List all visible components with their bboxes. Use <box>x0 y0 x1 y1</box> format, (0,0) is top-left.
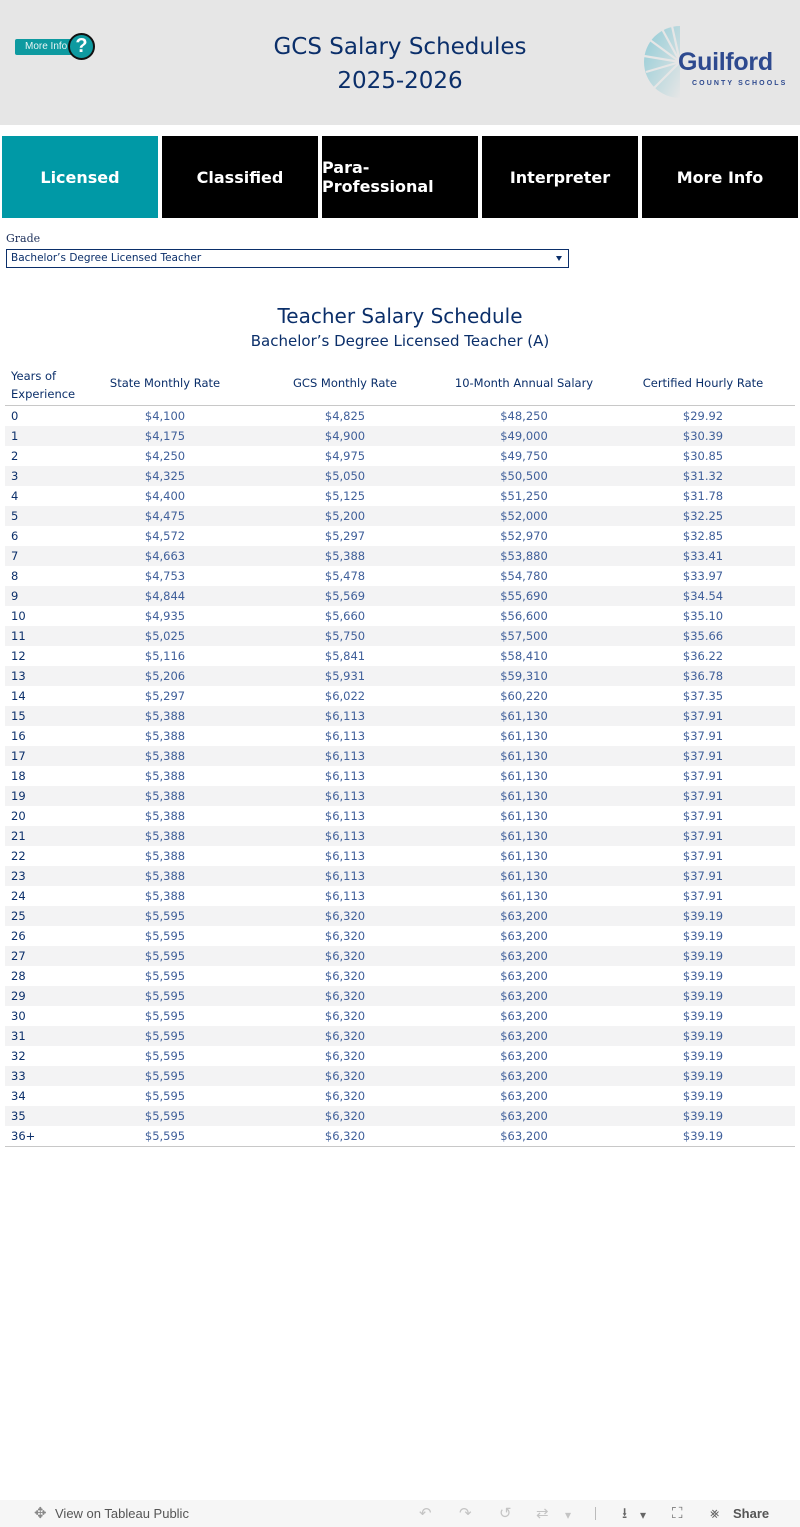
hourly-rate-cell: $31.32 <box>682 469 724 483</box>
hourly-rate-cell: $39.19 <box>682 1069 724 1083</box>
years-cell: 30 <box>11 1009 26 1023</box>
years-cell: 0 <box>11 409 19 423</box>
years-cell: 13 <box>11 669 26 683</box>
table-row <box>5 946 795 966</box>
hourly-rate-cell: $39.19 <box>682 909 724 923</box>
years-cell: 22 <box>11 849 26 863</box>
annual-salary-cell: $59,310 <box>500 669 548 683</box>
annual-salary-cell: $49,750 <box>500 449 548 463</box>
annual-salary-cell: $63,200 <box>500 949 548 963</box>
gcs-monthly-cell: $4,975 <box>324 449 366 463</box>
years-cell: 6 <box>11 529 19 543</box>
table-title: Teacher Salary Schedule <box>277 304 523 328</box>
gcs-monthly-cell: $6,320 <box>324 909 366 923</box>
annual-salary-cell: $58,410 <box>500 649 548 663</box>
table-row <box>5 546 795 566</box>
gcs-monthly-cell: $6,320 <box>324 1029 366 1043</box>
table-row <box>5 466 795 486</box>
redo-icon[interactable]: ↷ <box>459 1505 472 1522</box>
years-cell: 9 <box>11 589 19 603</box>
table-row <box>5 666 795 686</box>
hourly-rate-cell: $37.91 <box>682 849 724 863</box>
annual-salary-cell: $57,500 <box>500 629 548 643</box>
years-cell: 20 <box>11 809 26 823</box>
dashboard-header <box>0 0 800 125</box>
gcs-monthly-cell: $5,297 <box>324 529 366 543</box>
table-row <box>5 606 795 626</box>
gcs-monthly-cell: $5,388 <box>324 549 366 563</box>
gcs-monthly-cell: $5,050 <box>324 469 366 483</box>
download-icon[interactable]: ⭳ <box>622 1505 628 1522</box>
state-monthly-cell: $4,844 <box>144 589 186 603</box>
gcs-monthly-cell: $5,841 <box>324 649 366 663</box>
tableau-toolbar <box>0 1500 800 1527</box>
table-row <box>5 566 795 586</box>
hourly-rate-cell: $39.19 <box>682 1009 724 1023</box>
undo-icon[interactable]: ↶ <box>419 1505 432 1522</box>
annual-salary-cell: $61,130 <box>500 849 548 863</box>
hourly-rate-cell: $37.91 <box>682 749 724 763</box>
gcs-monthly-cell: $6,320 <box>324 989 366 1003</box>
table-row <box>5 926 795 946</box>
grade-selected-value: Bachelor’s Degree Licensed Teacher <box>11 252 202 264</box>
table-row <box>5 1046 795 1066</box>
annual-salary-cell: $63,200 <box>500 1109 548 1123</box>
annual-salary-cell: $51,250 <box>500 489 548 503</box>
annual-salary-cell: $63,200 <box>500 969 548 983</box>
annual-salary-cell: $61,130 <box>500 749 548 763</box>
annual-salary-cell: $55,690 <box>500 589 548 603</box>
state-monthly-cell: $5,388 <box>144 889 186 903</box>
years-cell: 5 <box>11 509 19 523</box>
grade-dropdown[interactable] <box>6 249 569 268</box>
table-row <box>5 1066 795 1086</box>
more-info-button[interactable]: More Info <box>15 39 75 55</box>
gcs-monthly-cell: $5,478 <box>324 569 366 583</box>
state-monthly-cell: $4,572 <box>144 529 186 543</box>
gcs-monthly-cell: $6,320 <box>324 1049 366 1063</box>
annual-salary-cell: $63,200 <box>500 989 548 1003</box>
hourly-rate-cell: $32.25 <box>682 509 724 523</box>
hourly-rate-cell: $29.92 <box>682 409 724 423</box>
table-row <box>5 446 795 466</box>
years-cell: 16 <box>11 729 26 743</box>
hourly-rate-cell: $39.19 <box>682 929 724 943</box>
table-row <box>5 966 795 986</box>
revert-icon[interactable]: ↺ <box>499 1505 512 1522</box>
annual-salary-cell: $54,780 <box>500 569 548 583</box>
tab-classified[interactable]: Classified <box>162 136 318 218</box>
annual-salary-cell: $53,880 <box>500 549 548 563</box>
gcs-monthly-cell: $5,750 <box>324 629 366 643</box>
table-row <box>5 586 795 606</box>
hourly-rate-cell: $37.91 <box>682 729 724 743</box>
state-monthly-cell: $5,388 <box>144 769 186 783</box>
hourly-rate-cell: $37.91 <box>682 809 724 823</box>
hourly-rate-cell: $39.19 <box>682 989 724 1003</box>
years-cell: 7 <box>11 549 19 563</box>
annual-salary-cell: $61,130 <box>500 809 548 823</box>
table-body <box>5 406 795 1147</box>
years-cell: 18 <box>11 769 26 783</box>
state-monthly-cell: $5,595 <box>144 929 186 943</box>
table-subtitle: Bachelor’s Degree Licensed Teacher (A) <box>250 332 550 350</box>
state-monthly-cell: $5,116 <box>144 649 186 663</box>
years-cell: 33 <box>11 1069 26 1083</box>
years-cell: 35 <box>11 1109 26 1123</box>
share-icon[interactable]: ⨳ <box>710 1505 720 1522</box>
hourly-rate-cell: $37.91 <box>682 889 724 903</box>
share-button[interactable]: Share <box>733 1506 770 1521</box>
years-cell: 10 <box>11 609 26 623</box>
tab-interpreter[interactable]: Interpreter <box>482 136 638 218</box>
state-monthly-cell: $4,175 <box>144 429 186 443</box>
hourly-rate-cell: $30.85 <box>682 449 724 463</box>
state-monthly-cell: $5,595 <box>144 1009 186 1023</box>
table-header <box>5 366 795 406</box>
state-monthly-cell: $4,100 <box>144 409 186 423</box>
years-cell: 2 <box>11 449 19 463</box>
hourly-rate-cell: $39.19 <box>682 1129 724 1143</box>
annual-salary-cell: $61,130 <box>500 869 548 883</box>
gcs-monthly-cell: $6,113 <box>324 889 366 903</box>
state-monthly-cell: $4,753 <box>144 569 186 583</box>
page-title <box>200 30 600 98</box>
gcs-monthly-cell: $5,931 <box>324 669 366 683</box>
table-row <box>5 486 795 506</box>
annual-salary-cell: $61,130 <box>500 769 548 783</box>
table-row <box>5 1086 795 1106</box>
state-monthly-cell: $5,388 <box>144 729 186 743</box>
gcs-monthly-cell: $6,022 <box>324 689 366 703</box>
years-cell: 28 <box>11 969 26 983</box>
chevron-down-icon[interactable] <box>556 256 562 261</box>
toolbar-divider <box>595 1507 596 1520</box>
annual-salary-cell: $52,000 <box>500 509 548 523</box>
hourly-rate-cell: $31.78 <box>682 489 724 503</box>
title-line-2: 2025-2026 <box>337 68 463 94</box>
years-cell: 14 <box>11 689 26 703</box>
fullscreen-icon[interactable]: ⛶ <box>672 1505 683 1522</box>
table-row <box>5 986 795 1006</box>
category-tabs <box>0 136 800 218</box>
view-on-tableau-link[interactable]: View on Tableau Public <box>55 1506 189 1521</box>
table-row <box>5 1126 795 1146</box>
years-cell: 21 <box>11 829 26 843</box>
years-cell: 31 <box>11 1029 26 1043</box>
state-monthly-cell: $5,388 <box>144 869 186 883</box>
annual-salary-cell: $48,250 <box>500 409 548 423</box>
annual-salary-cell: $63,200 <box>500 1089 548 1103</box>
table-row <box>5 726 795 746</box>
state-monthly-cell: $5,595 <box>144 909 186 923</box>
gcs-monthly-cell: $6,320 <box>324 1009 366 1023</box>
col-header-years: Years of Experience <box>11 369 76 401</box>
state-monthly-cell: $5,595 <box>144 949 186 963</box>
annual-salary-cell: $63,200 <box>500 1029 548 1043</box>
gcs-monthly-cell: $6,113 <box>324 709 366 723</box>
gcs-monthly-cell: $6,113 <box>324 749 366 763</box>
tableau-logo-icon: ✥ <box>34 1505 47 1522</box>
table-row <box>5 426 795 446</box>
state-monthly-cell: $5,388 <box>144 829 186 843</box>
years-cell: 29 <box>11 989 26 1003</box>
refresh-icon[interactable]: ⇄ <box>536 1505 549 1522</box>
state-monthly-cell: $4,935 <box>144 609 186 623</box>
logo-subtitle: COUNTY SCHOOLS <box>692 80 788 87</box>
state-monthly-cell: $5,297 <box>144 689 186 703</box>
annual-salary-cell: $63,200 <box>500 1049 548 1063</box>
annual-salary-cell: $61,130 <box>500 709 548 723</box>
years-cell: 34 <box>11 1089 26 1103</box>
annual-salary-cell: $61,130 <box>500 729 548 743</box>
annual-salary-cell: $60,220 <box>500 689 548 703</box>
col-header-hourly-rate: Certified Hourly Rate <box>642 376 764 390</box>
state-monthly-cell: $5,025 <box>144 629 186 643</box>
gcs-monthly-cell: $6,320 <box>324 1069 366 1083</box>
table-row <box>5 826 795 846</box>
table-row <box>5 786 795 806</box>
hourly-rate-cell: $36.22 <box>682 649 724 663</box>
years-cell: 1 <box>11 429 19 443</box>
years-cell: 27 <box>11 949 26 963</box>
state-monthly-cell: $5,595 <box>144 1049 186 1063</box>
state-monthly-cell: $5,388 <box>144 849 186 863</box>
guilford-logo <box>640 22 800 102</box>
years-cell: 32 <box>11 1049 26 1063</box>
table-row <box>5 686 795 706</box>
hourly-rate-cell: $39.19 <box>682 1109 724 1123</box>
years-cell: 17 <box>11 749 26 763</box>
annual-salary-cell: $61,130 <box>500 889 548 903</box>
years-cell: 12 <box>11 649 26 663</box>
hourly-rate-cell: $35.10 <box>682 609 724 623</box>
years-cell: 8 <box>11 569 19 583</box>
col-header-annual-salary: 10-Month Annual Salary <box>454 376 594 390</box>
table-row <box>5 506 795 526</box>
hourly-rate-cell: $37.91 <box>682 869 724 883</box>
state-monthly-cell: $4,400 <box>144 489 186 503</box>
table-row <box>5 1106 795 1126</box>
hourly-rate-cell: $32.85 <box>682 529 724 543</box>
annual-salary-cell: $63,200 <box>500 1009 548 1023</box>
table-row <box>5 1026 795 1046</box>
state-monthly-cell: $5,388 <box>144 809 186 823</box>
gcs-monthly-cell: $6,320 <box>324 1129 366 1143</box>
table-row <box>5 626 795 646</box>
table-row <box>5 766 795 786</box>
hourly-rate-cell: $33.41 <box>682 549 724 563</box>
gcs-monthly-cell: $6,113 <box>324 849 366 863</box>
years-cell: 3 <box>11 469 19 483</box>
gcs-monthly-cell: $5,200 <box>324 509 366 523</box>
annual-salary-cell: $63,200 <box>500 929 548 943</box>
state-monthly-cell: $4,663 <box>144 549 186 563</box>
col-header-gcs-monthly: GCS Monthly Rate <box>293 376 397 390</box>
salary-table <box>5 366 795 1147</box>
state-monthly-cell: $5,206 <box>144 669 186 683</box>
gcs-monthly-cell: $6,113 <box>324 769 366 783</box>
tab-para-professional[interactable]: Para-Professional <box>322 136 478 218</box>
annual-salary-cell: $50,500 <box>500 469 548 483</box>
refresh-dropdown-icon[interactable]: ▾ <box>565 1508 572 1522</box>
years-cell: 11 <box>11 629 26 643</box>
years-cell: 19 <box>11 789 26 803</box>
gcs-monthly-cell: $5,660 <box>324 609 366 623</box>
state-monthly-cell: $4,325 <box>144 469 186 483</box>
gcs-monthly-cell: $6,320 <box>324 1109 366 1123</box>
state-monthly-cell: $5,388 <box>144 789 186 803</box>
hourly-rate-cell: $39.19 <box>682 1089 724 1103</box>
hourly-rate-cell: $36.78 <box>682 669 724 683</box>
state-monthly-cell: $5,595 <box>144 1069 186 1083</box>
gcs-monthly-cell: $6,113 <box>324 809 366 823</box>
hourly-rate-cell: $35.66 <box>682 629 724 643</box>
gcs-monthly-cell: $5,125 <box>324 489 366 503</box>
hourly-rate-cell: $37.35 <box>682 689 724 703</box>
annual-salary-cell: $52,970 <box>500 529 548 543</box>
annual-salary-cell: $49,000 <box>500 429 548 443</box>
title-line-1: GCS Salary Schedules <box>273 34 527 60</box>
state-monthly-cell: $5,388 <box>144 709 186 723</box>
table-row <box>5 846 795 866</box>
logo-name: Guilford <box>678 48 773 76</box>
table-row <box>5 1006 795 1026</box>
state-monthly-cell: $5,595 <box>144 1129 186 1143</box>
annual-salary-cell: $56,600 <box>500 609 548 623</box>
hourly-rate-cell: $34.54 <box>682 589 724 603</box>
hourly-rate-cell: $39.19 <box>682 949 724 963</box>
state-monthly-cell: $5,595 <box>144 1109 186 1123</box>
annual-salary-cell: $61,130 <box>500 789 548 803</box>
table-row <box>5 806 795 826</box>
gcs-monthly-cell: $6,320 <box>324 969 366 983</box>
hourly-rate-cell: $39.19 <box>682 1049 724 1063</box>
table-row <box>5 866 795 886</box>
years-cell: 26 <box>11 929 26 943</box>
years-cell: 15 <box>11 709 26 723</box>
gcs-monthly-cell: $5,569 <box>324 589 366 603</box>
table-row <box>5 886 795 906</box>
table-row <box>5 406 795 426</box>
annual-salary-cell: $63,200 <box>500 1069 548 1083</box>
annual-salary-cell: $61,130 <box>500 829 548 843</box>
years-cell: 36+ <box>11 1129 36 1143</box>
tab-licensed[interactable]: Licensed <box>2 136 158 218</box>
gcs-monthly-cell: $6,113 <box>324 829 366 843</box>
years-cell: 24 <box>11 889 26 903</box>
tab-more-info[interactable]: More Info <box>642 136 798 218</box>
years-cell: 23 <box>11 869 26 883</box>
table-row <box>5 746 795 766</box>
gcs-monthly-cell: $6,320 <box>324 929 366 943</box>
state-monthly-cell: $5,388 <box>144 749 186 763</box>
state-monthly-cell: $4,250 <box>144 449 186 463</box>
gcs-monthly-cell: $4,825 <box>324 409 366 423</box>
col-header-state-monthly: State Monthly Rate <box>109 376 221 390</box>
hourly-rate-cell: $37.91 <box>682 789 724 803</box>
gcs-monthly-cell: $6,113 <box>324 789 366 803</box>
hourly-rate-cell: $30.39 <box>682 429 724 443</box>
state-monthly-cell: $4,475 <box>144 509 186 523</box>
table-row <box>5 526 795 546</box>
table-row <box>5 906 795 926</box>
gcs-monthly-cell: $6,113 <box>324 869 366 883</box>
years-cell: 25 <box>11 909 26 923</box>
annual-salary-cell: $63,200 <box>500 1129 548 1143</box>
hourly-rate-cell: $39.19 <box>682 969 724 983</box>
gcs-monthly-cell: $6,320 <box>324 949 366 963</box>
state-monthly-cell: $5,595 <box>144 1029 186 1043</box>
state-monthly-cell: $5,595 <box>144 1089 186 1103</box>
download-dropdown-icon[interactable]: ▾ <box>640 1508 647 1522</box>
table-row <box>5 706 795 726</box>
years-cell: 4 <box>11 489 19 503</box>
annual-salary-cell: $63,200 <box>500 909 548 923</box>
table-row <box>5 646 795 666</box>
gcs-monthly-cell: $4,900 <box>324 429 366 443</box>
gcs-monthly-cell: $6,320 <box>324 1089 366 1103</box>
hourly-rate-cell: $33.97 <box>682 569 724 583</box>
state-monthly-cell: $5,595 <box>144 969 186 983</box>
gcs-monthly-cell: $6,113 <box>324 729 366 743</box>
help-icon[interactable]: ? <box>68 33 95 60</box>
state-monthly-cell: $5,595 <box>144 989 186 1003</box>
grade-filter-label: Grade <box>6 232 41 245</box>
hourly-rate-cell: $39.19 <box>682 1029 724 1043</box>
hourly-rate-cell: $37.91 <box>682 829 724 843</box>
hourly-rate-cell: $37.91 <box>682 709 724 723</box>
hourly-rate-cell: $37.91 <box>682 769 724 783</box>
